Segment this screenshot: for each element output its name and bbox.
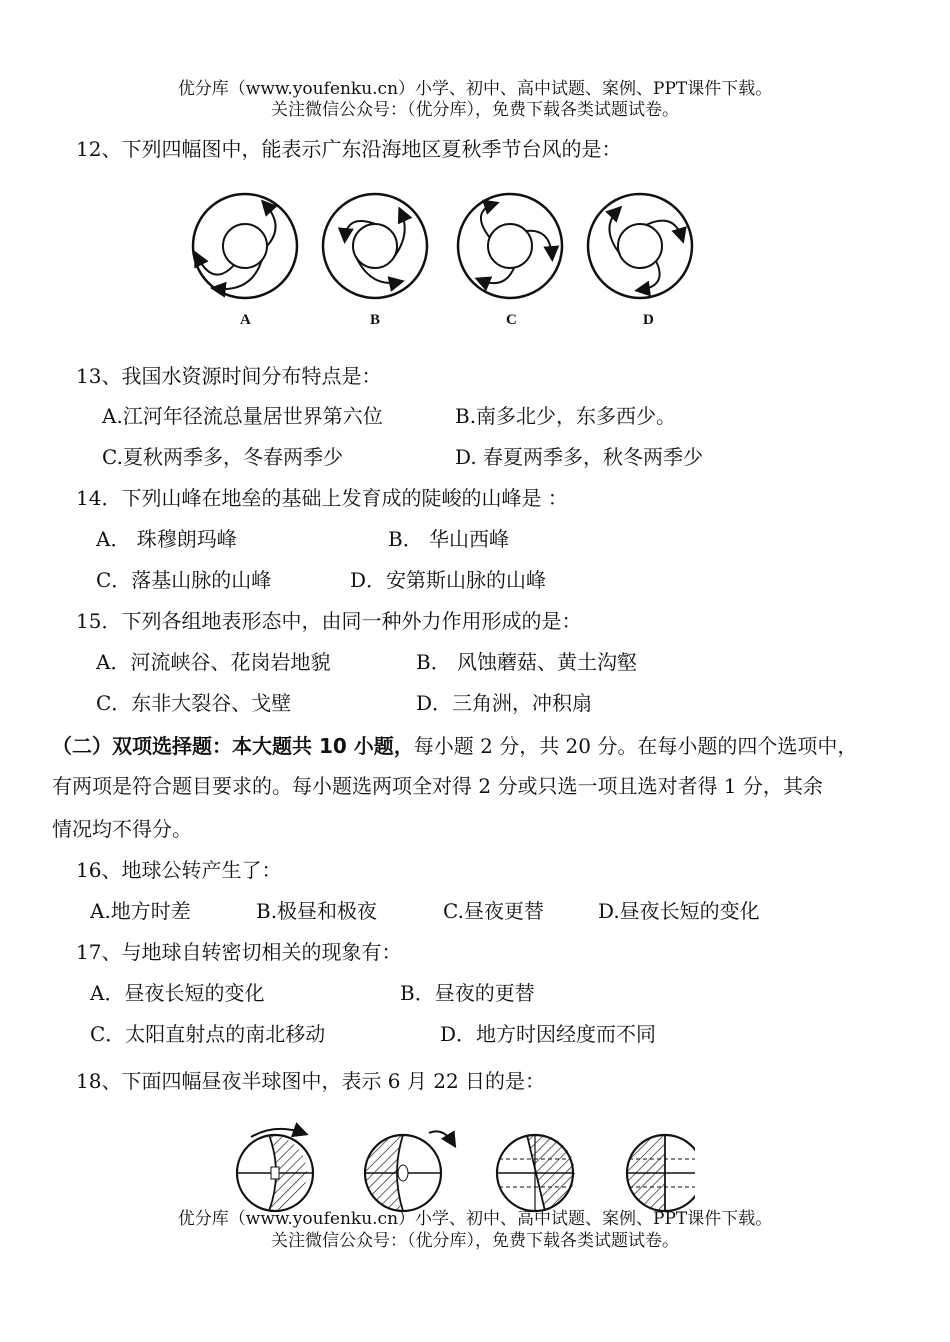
typhoon-diagram-c (458, 194, 562, 298)
day-night-globe-4 (627, 1135, 695, 1211)
section2-rest: 每小题 2 分，共 20 分。在每小题的四个选项中， (413, 734, 858, 758)
q13-option-d: D. 春夏两季多，秋冬两季少 (455, 445, 704, 469)
section2-title: （二）双项选择题：本大题共 10 小题， (52, 734, 414, 758)
q14-option-a: A． 珠穆朗玛峰 (96, 527, 237, 551)
typhoon-figure (185, 188, 705, 328)
q17-option-c: C．太阳直射点的南北移动 (90, 1022, 326, 1046)
typhoon-label-d: D (643, 312, 654, 328)
typhoon-diagram-a (193, 194, 297, 298)
day-night-globe-3 (497, 1134, 575, 1211)
q17-option-b: B．昼夜的更替 (400, 981, 535, 1005)
footer-line-1: 优分库（www.youfenku.cn）小学、初中、高中试题、案例、PPT课件下载。 (177, 1209, 773, 1229)
typhoon-diagram-b (323, 194, 427, 298)
section2-line-3: 情况均不得分。 (52, 817, 192, 841)
section2-instructions (52, 733, 857, 759)
q16-option-d: D.昼夜长短的变化 (598, 899, 760, 923)
q13-option-a: A.江河年径流总量居世界第六位 (102, 404, 383, 428)
day-night-globe-1 (237, 1129, 313, 1212)
q17-stem: 17、与地球自转密切相关的现象有： (76, 940, 402, 964)
day-night-figure (225, 1118, 695, 1218)
q15-stem: 15．下列各组地表形态中，由同一种外力作用形成的是： (76, 609, 582, 633)
typhoon-label-b: B (370, 312, 381, 328)
typhoon-diagram-d (588, 194, 692, 298)
section2-line-2: 有两项是符合题目要求的。每小题选两项全对得 2 分或只选一项且选对者得 1 分，其余 (52, 774, 823, 798)
q17-option-d: D．地方时因经度而不同 (440, 1022, 657, 1046)
q13-option-b: B.南多北少，东多西少。 (455, 404, 677, 428)
q18-stem: 18、下面四幅昼夜半球图中，表示 6 月 22 日的是： (76, 1069, 546, 1093)
typhoon-label-c: C (506, 312, 517, 328)
q17-option-a: A．昼夜长短的变化 (90, 981, 265, 1005)
footer-line-2: 关注微信公众号：（优分库），免费下载各类试题试卷。 (271, 1231, 679, 1251)
q16-stem: 16、地球公转产生了： (76, 858, 282, 882)
q16-option-a: A.地方时差 (90, 899, 191, 923)
q14-option-c: C．落基山脉的山峰 (96, 568, 272, 592)
day-night-globe-2 (365, 1131, 453, 1211)
header-line-1: 优分库（www.youfenku.cn）小学、初中、高中试题、案例、PPT课件下载。 (177, 79, 773, 99)
q13-option-c: C.夏秋两季多，冬春两季少 (102, 445, 343, 469)
q16-option-b: B.极昼和极夜 (256, 899, 378, 923)
q13-stem: 13、我国水资源时间分布特点是： (76, 364, 382, 388)
q14-option-d: D．安第斯山脉的山峰 (350, 568, 547, 592)
q15-option-d: D．三角洲，冲积扇 (416, 691, 593, 715)
header-line-2: 关注微信公众号：（优分库），免费下载各类试题试卷。 (271, 100, 679, 120)
q14-stem: 14．下列山峰在地垒的基础上发育成的陡峻的山峰是 ： (76, 486, 568, 510)
q15-option-b: B． 风蚀蘑菇、黄土沟壑 (416, 650, 638, 674)
typhoon-label-a: A (240, 312, 251, 328)
q16-option-c: C.昼夜更替 (443, 899, 544, 923)
q15-option-c: C．东非大裂谷、戈壁 (96, 691, 292, 715)
q14-option-b: B． 华山西峰 (388, 527, 510, 551)
q12-stem: 12、下列四幅图中，能表示广东沿海地区夏秋季节台风的是： (76, 137, 622, 161)
q15-option-a: A．河流峡谷、花岗岩地貌 (96, 650, 331, 674)
